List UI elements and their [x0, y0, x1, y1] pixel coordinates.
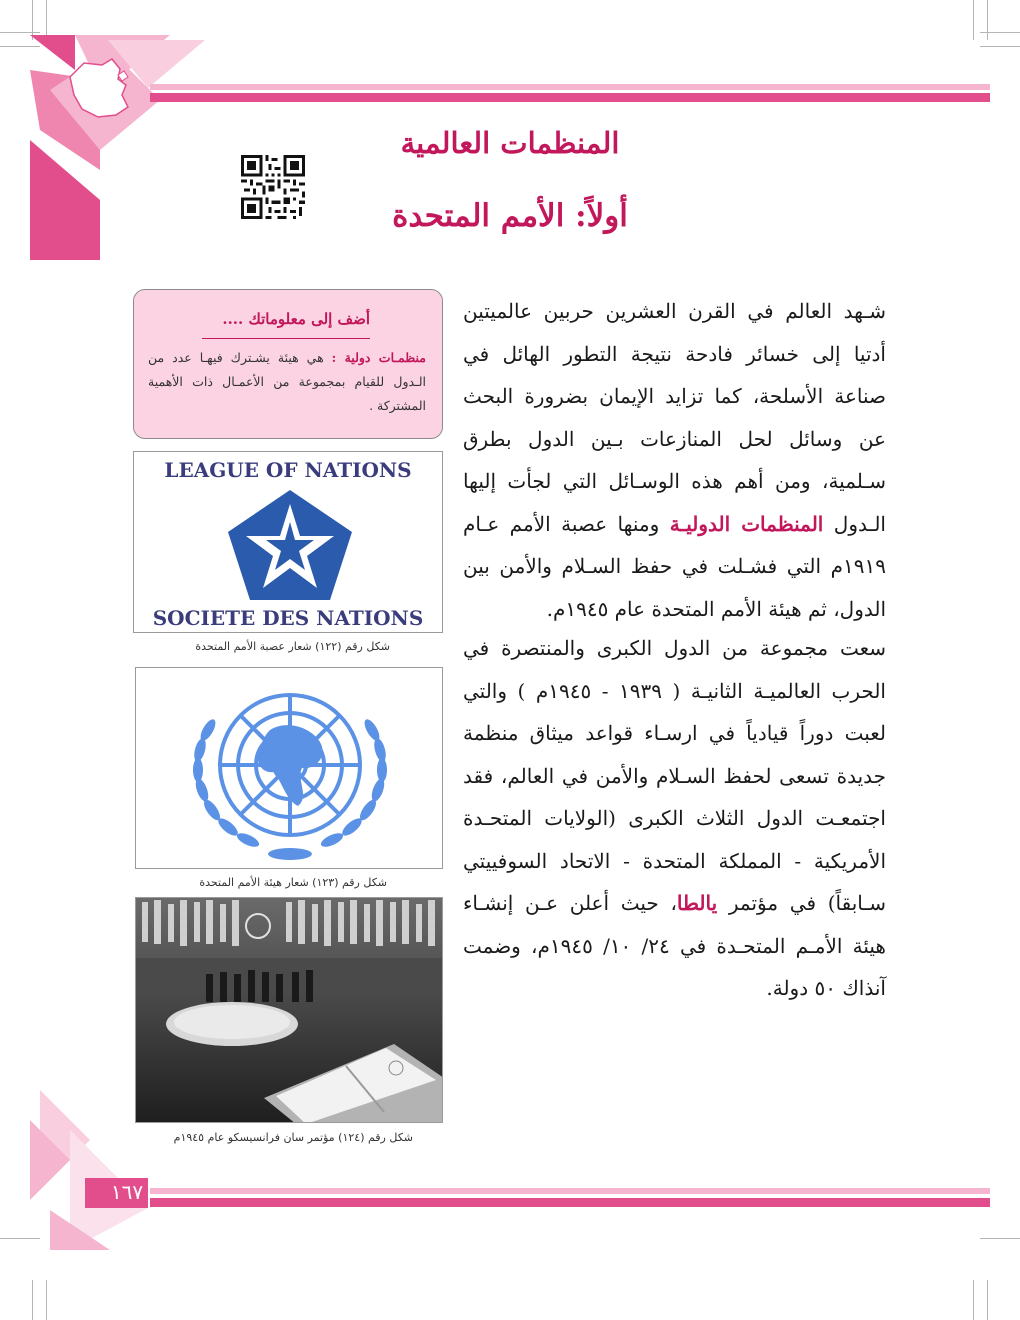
crop-mark — [980, 46, 1020, 47]
figure-caption: شكل رقم (١٢٢) شعار عصبة الأمم المتحدة — [195, 640, 390, 653]
paragraph-text: ، حيث أعلن عـن إنشـاء هيئة الأمـم المتحـدة في ٢٤/ ١٠/ ١٩٤٥م، وضمت آنذاك ٥٠ دولة. — [463, 891, 886, 1000]
info-box-text — [148, 346, 426, 418]
crop-mark — [32, 1280, 33, 1320]
kuwait-map-icon — [62, 55, 142, 125]
qr-code-icon[interactable] — [241, 155, 305, 219]
info-box-divider — [202, 338, 370, 339]
crop-mark — [46, 1280, 47, 1320]
intro-paragraph — [463, 290, 886, 621]
info-definition: هي هيئة يشـترك فيهـا عدد من الـدول للقيام بمجموعة من الأعمـال ذات الأهمية المشتركة . — [148, 350, 426, 413]
un-founding-paragraph — [463, 627, 886, 1000]
paragraph-text: سعت مجموعة من الدول الكبرى والمنتصرة في الحرب العالميـة الثانيـة ( ١٩٣٩ - ١٩٤٥م ) والتي لعبت دوراً قيادياً في ارسـاء قواعد ميثاق منظمة جديدة تسعى لحفظ السـلام والأمن في العالم، فقد اجتمعـت الدول الثلاث الكبرى (الولايات المتحـدة الأمريكية - المملكة المتحدة - الاتحاد السوفييتي سـابقاً) في مؤتمر — [463, 636, 886, 915]
footer-band-light — [150, 1188, 990, 1194]
crop-mark — [980, 1238, 1020, 1239]
paragraph-text: شـهد العالم في القرن العشرين حربين عالميتين أدتيا إلى خسائر فادحة نتيجة التطور الهائل في صناعة الأسلحة، كما تزايد الإيمان بضرورة البحث عن وسائل لحل المنازعات بـين الدول بطرق سـلمية، ومن أهم هذه الوسـائل التي لجأت إليها الـدول — [463, 299, 886, 536]
logo-top-text: LEAGUE OF NATIONS — [164, 458, 412, 482]
footer-band-dark — [150, 1198, 990, 1207]
crop-mark — [987, 1280, 988, 1320]
conference-photo-image — [136, 898, 443, 1123]
info-box-title: أضف إلى معلوماتك .... — [222, 310, 370, 328]
section-title: أولاً: الأمم المتحدة — [392, 198, 628, 234]
paragraph-text: ومنها عصبة الأمم عـام ١٩١٩م التي فشـلت في حفظ السـلام والأمن بين الدول، ثم هيئة الأمم المتحدة عام ١٩٤٥م. — [463, 511, 886, 621]
figure-caption: شكل رقم (١٢٣) شعار هيئة الأمم المتحدة — [199, 876, 387, 889]
un-emblem-figure — [135, 667, 443, 869]
league-of-nations-logo — [133, 451, 443, 633]
san-francisco-conference-photo — [135, 897, 443, 1123]
highlight-term: المنظمات الدوليـة — [669, 511, 824, 536]
crop-mark — [973, 1280, 974, 1320]
league-star-icon — [222, 486, 358, 604]
info-box — [133, 289, 443, 439]
page-title: المنظمات العالمية — [400, 126, 620, 160]
page-number: ١٦٧ — [110, 1180, 144, 1204]
info-term: منظمـات دولية : — [331, 350, 426, 365]
header-band-dark — [150, 93, 990, 102]
crop-mark — [980, 32, 1020, 33]
highlight-term: يالطا — [676, 891, 718, 915]
header-band-light — [150, 84, 990, 90]
figure-caption: شكل رقم (١٢٤) مؤتمر سان فرانسيسكو عام ١٩٤٥م — [173, 1131, 413, 1144]
un-emblem-icon — [170, 670, 410, 868]
footer-ornament — [30, 1090, 180, 1255]
logo-bottom-text: SOCIETE DES NATIONS — [152, 606, 424, 630]
crop-mark — [987, 0, 988, 40]
crop-mark — [973, 0, 974, 40]
